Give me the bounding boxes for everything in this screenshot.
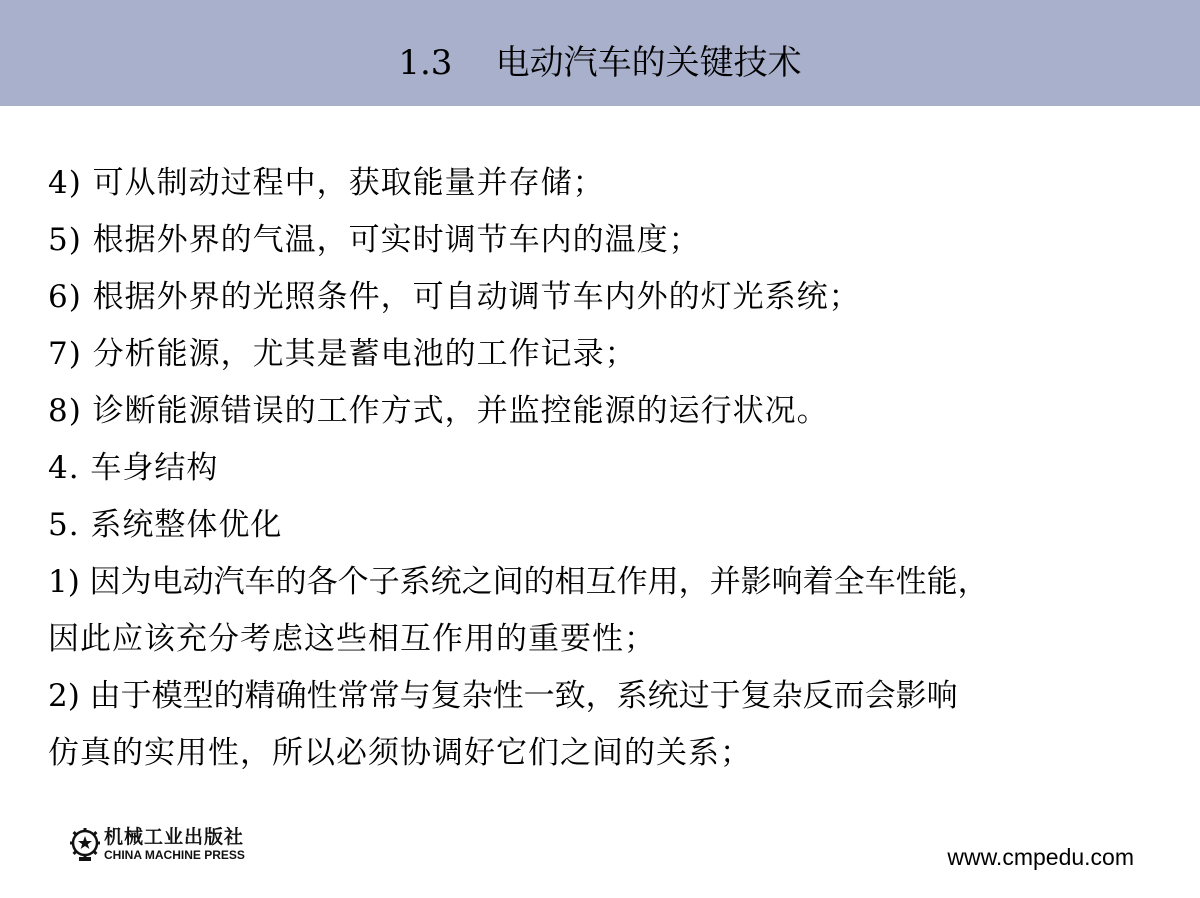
content-line: 4) 可从制动过程中，获取能量并存储； [48, 165, 605, 201]
content-line: 仿真的实用性，所以必须协调好它们之间的关系； [48, 735, 752, 771]
content-body [48, 155, 1158, 782]
gear-star-emblem-icon [70, 828, 100, 862]
section-heading: 5. 系统整体优化 [48, 507, 283, 543]
publisher-logo [70, 826, 270, 866]
content-line: 因此应该充分考虑这些相互作用的重要性； [48, 621, 656, 657]
content-line: 7) 分析能源，尤其是蓄电池的工作记录； [48, 336, 637, 372]
website-url: www.cmpedu.com [947, 844, 1134, 870]
slide-title: 1.3 电动汽车的关键技术 [398, 43, 802, 83]
section-heading: 4. 车身结构 [48, 450, 219, 486]
content-line: 2) 由于模型的精确性常常与复杂性一致，系统过于复杂反而会影响 [48, 678, 958, 714]
content-line: 6) 根据外界的光照条件，可自动调节车内外的灯光系统； [48, 279, 861, 315]
publisher-name-en: CHINA MACHINE PRESS [104, 848, 245, 862]
title-bar [0, 0, 1200, 106]
content-line: 1) 因为电动汽车的各个子系统之间的相互作用，并影响着全车性能， [48, 564, 989, 600]
content-line: 5) 根据外界的气温，可实时调节车内的温度； [48, 222, 701, 258]
content-line: 8) 诊断能源错误的工作方式，并监控能源的运行状况。 [48, 393, 829, 429]
publisher-name-cn: 机械工业出版社 [104, 826, 245, 848]
